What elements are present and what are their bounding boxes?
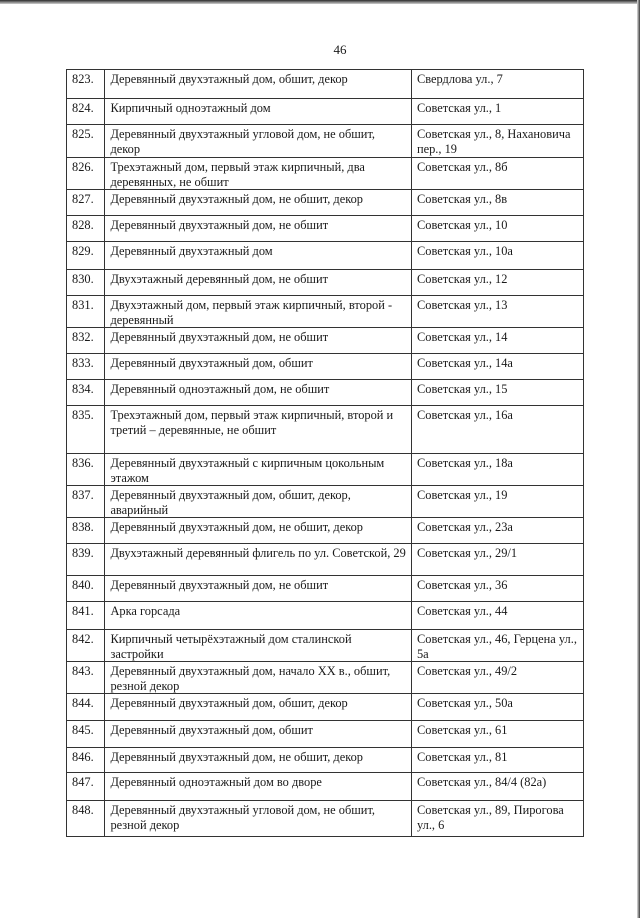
row-address: Свердлова ул., 7 <box>411 70 583 99</box>
table-row <box>67 296 584 328</box>
row-number: 843. <box>67 662 105 694</box>
row-address: Советская ул., 10 <box>411 216 583 242</box>
row-description: Деревянный двухэтажный дом, не обшит, декор <box>105 518 412 544</box>
row-address: Советская ул., 50а <box>411 694 583 721</box>
row-description: Деревянный двухэтажный дом, начало XX в., обшит, резной декор <box>105 662 412 694</box>
table-row <box>67 801 584 837</box>
row-description: Деревянный двухэтажный с кирпичным цокольным этажом <box>105 454 412 486</box>
registry-table-body <box>67 70 584 837</box>
row-number: 838. <box>67 518 105 544</box>
table-row <box>67 602 584 630</box>
row-address: Советская ул., 14а <box>411 354 583 380</box>
table-row <box>67 773 584 801</box>
row-number: 836. <box>67 454 105 486</box>
row-number: 846. <box>67 748 105 773</box>
row-address: Советская ул., 46, Герцена ул., 5а <box>411 630 583 662</box>
row-number: 840. <box>67 576 105 602</box>
row-address: Советская ул., 13 <box>411 296 583 328</box>
table-row <box>67 406 584 454</box>
row-address: Советская ул., 36 <box>411 576 583 602</box>
row-address: Советская ул., 18а <box>411 454 583 486</box>
row-description: Двухэтажный деревянный флигель по ул. Советской, 29 <box>105 544 412 576</box>
row-number: 833. <box>67 354 105 380</box>
row-description: Деревянный двухэтажный дом, обшит <box>105 354 412 380</box>
row-description: Кирпичный четырёхэтажный дом сталинской застройки <box>105 630 412 662</box>
table-row <box>67 544 584 576</box>
row-description: Деревянный двухэтажный дом, не обшит, декор <box>105 748 412 773</box>
row-description: Деревянный двухэтажный дом <box>105 242 412 270</box>
row-description: Деревянный двухэтажный дом, обшит <box>105 721 412 748</box>
row-description: Деревянный одноэтажный дом, не обшит <box>105 380 412 406</box>
table-row <box>67 270 584 296</box>
row-description: Деревянный двухэтажный дом, не обшит <box>105 328 412 354</box>
table-row <box>67 748 584 773</box>
row-number: 848. <box>67 801 105 837</box>
row-number: 847. <box>67 773 105 801</box>
row-description: Деревянный двухэтажный дом, не обшит <box>105 576 412 602</box>
row-address: Советская ул., 12 <box>411 270 583 296</box>
row-address: Советская ул., 49/2 <box>411 662 583 694</box>
table-row <box>67 662 584 694</box>
table-row <box>67 216 584 242</box>
table-row <box>67 694 584 721</box>
registry-table <box>66 69 584 837</box>
table-row <box>67 99 584 125</box>
row-number: 830. <box>67 270 105 296</box>
row-number: 832. <box>67 328 105 354</box>
table-row <box>67 125 584 158</box>
row-number: 839. <box>67 544 105 576</box>
row-description: Трехэтажный дом, первый этаж кирпичный, два деревянных, не обшит <box>105 158 412 190</box>
table-row <box>67 190 584 216</box>
row-number: 845. <box>67 721 105 748</box>
row-address: Советская ул., 23а <box>411 518 583 544</box>
row-description: Деревянный двухэтажный дом, обшит, декор <box>105 694 412 721</box>
row-address: Советская ул., 44 <box>411 602 583 630</box>
row-description: Деревянный двухэтажный дом, обшит, декор <box>105 70 412 99</box>
row-description: Кирпичный одноэтажный дом <box>105 99 412 125</box>
row-description: Деревянный двухэтажный дом, обшит, декор, аварийный <box>105 486 412 518</box>
table-row <box>67 158 584 190</box>
row-description: Трехэтажный дом, первый этаж кирпичный, второй и третий – деревянные, не обшит <box>105 406 412 454</box>
table-row <box>67 721 584 748</box>
row-number: 823. <box>67 70 105 99</box>
row-description: Деревянный двухэтажный дом, не обшит, декор <box>105 190 412 216</box>
row-address: Советская ул., 8б <box>411 158 583 190</box>
row-number: 824. <box>67 99 105 125</box>
row-description: Деревянный двухэтажный угловой дом, не обшит, декор <box>105 125 412 158</box>
row-address: Советская ул., 16а <box>411 406 583 454</box>
row-address: Советская ул., 89, Пирогова ул., 6 <box>411 801 583 837</box>
table-row <box>67 242 584 270</box>
row-address: Советская ул., 29/1 <box>411 544 583 576</box>
row-address: Советская ул., 19 <box>411 486 583 518</box>
row-number: 835. <box>67 406 105 454</box>
row-address: Советская ул., 81 <box>411 748 583 773</box>
scan-edge-top <box>0 0 640 4</box>
row-description: Двухэтажный деревянный дом, не обшит <box>105 270 412 296</box>
row-description: Двухэтажный дом, первый этаж кирпичный, второй - деревянный <box>105 296 412 328</box>
row-address: Советская ул., 8в <box>411 190 583 216</box>
table-row <box>67 328 584 354</box>
row-description: Деревянный двухэтажный угловой дом, не обшит, резной декор <box>105 801 412 837</box>
table-row <box>67 380 584 406</box>
row-address: Советская ул., 61 <box>411 721 583 748</box>
row-address: Советская ул., 84/4 (82а) <box>411 773 583 801</box>
row-address: Советская ул., 1 <box>411 99 583 125</box>
row-number: 837. <box>67 486 105 518</box>
table-row <box>67 576 584 602</box>
page-number: 46 <box>333 42 347 57</box>
table-row <box>67 354 584 380</box>
row-address: Советская ул., 10а <box>411 242 583 270</box>
table-row <box>67 518 584 544</box>
table-row <box>67 630 584 662</box>
row-number: 841. <box>67 602 105 630</box>
row-number: 834. <box>67 380 105 406</box>
row-description: Деревянный одноэтажный дом во дворе <box>105 773 412 801</box>
table-row <box>67 486 584 518</box>
row-number: 842. <box>67 630 105 662</box>
row-description: Арка горсада <box>105 602 412 630</box>
row-number: 829. <box>67 242 105 270</box>
row-address: Советская ул., 14 <box>411 328 583 354</box>
row-description: Деревянный двухэтажный дом, не обшит <box>105 216 412 242</box>
row-number: 827. <box>67 190 105 216</box>
row-number: 831. <box>67 296 105 328</box>
row-number: 826. <box>67 158 105 190</box>
row-address: Советская ул., 8, Нахановича пер., 19 <box>411 125 583 158</box>
row-number: 828. <box>67 216 105 242</box>
row-address: Советская ул., 15 <box>411 380 583 406</box>
row-number: 825. <box>67 125 105 158</box>
table-row <box>67 70 584 99</box>
row-number: 844. <box>67 694 105 721</box>
table-row <box>67 454 584 486</box>
